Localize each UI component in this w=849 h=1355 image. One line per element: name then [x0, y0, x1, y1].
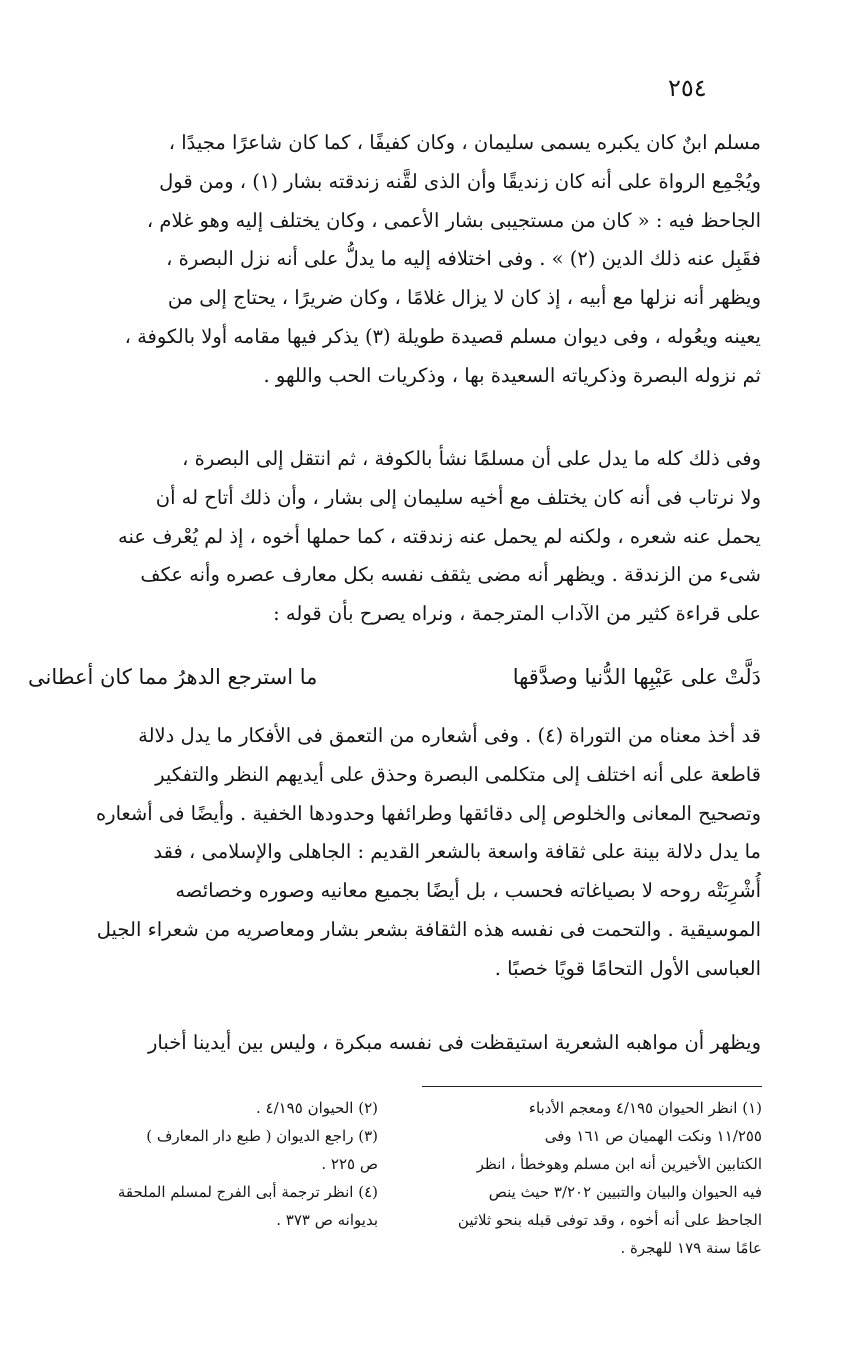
- footnote-1: [430, 1094, 762, 1262]
- footnote-line: ١١/٢٥٥ ونكت الهميان ص ١٦١ وفى: [544, 1127, 762, 1145]
- text-line: ويظهر أن مواهبه الشعرية استيقظت فى نفسه مبكرة ، وليس بين أيدينا أخبار: [148, 1031, 761, 1054]
- footnote-line: بديوانه ص ٣٧٣ .: [276, 1211, 378, 1229]
- text-line: قد أخذ معناه من التوراة (٤) . وفى أشعاره من التعمق فى الأفكار ما يدل دلالة: [138, 724, 761, 747]
- text-line: وفى ذلك كله ما يدل على أن مسلمًا نشأ بالكوفة ، ثم انتقل إلى البصرة ،: [182, 447, 761, 470]
- footnote-line: الجاحظ على أنه أخوه ، وقد توفى قبله بنحو ثلاثين: [457, 1211, 762, 1229]
- footnote-2: [28, 1094, 378, 1122]
- text-line: شىء من الزندقة . ويظهر أنه مضى يثقف نفسه بكل معارف عصره وأنه عكف: [140, 563, 761, 587]
- poetry-verse: [28, 658, 761, 698]
- text-line: وتصحيح المعانى والخلوص إلى دقائقها وطرائفها وحدودها الخفية . وأيضًا فى أشعاره: [95, 801, 761, 825]
- footnote-line: فيه الحيوان والبيان والتبيين ٣/٢٠٢ حيث ينص: [488, 1183, 762, 1201]
- footnotes-left-column: [28, 1094, 378, 1234]
- text-line: العباسى الأول التحامًا قويًا خصبًا .: [494, 956, 761, 980]
- page-number: ٢٥٤: [668, 74, 707, 102]
- text-line: فقَبِل عنه ذلك الدين (٢) » . وفى اختلافه إليه ما يدلُّ على أنه نزل البصرة ،: [166, 247, 761, 271]
- text-line: ثم نزوله البصرة وذكرياته السعيدة بها ، وذكريات الحب واللهو .: [263, 363, 761, 387]
- footnote-line: (٣) راجع الديوان ( طبع دار المعارف ): [146, 1127, 378, 1145]
- text-line: يحمل عنه شعره ، ولكنه لم يحمل عنه زندقته ، كما حملها أخوه ، إذ لم يُعْرف عنه: [118, 524, 761, 548]
- footnote-line: ص ٢٢٥ .: [321, 1155, 378, 1173]
- footnote-line: (٤) انظر ترجمة أبى الفرج لمسلم الملحقة: [117, 1183, 378, 1201]
- footnote-line: (١) انظر الحيوان ٤/١٩٥ ومعجم الأدباء: [528, 1099, 762, 1117]
- verse-first-hemistich: دَلَّتْ على عَيْبِها الدُّنيا وصدَّقها: [512, 665, 761, 689]
- text-line: ما يدل دلالة بينة على ثقافة واسعة بالشعر القديم : الجاهلى والإسلامى ، فقد: [153, 840, 761, 864]
- paragraph-4: [28, 1024, 761, 1063]
- text-line: قاطعة على أنه اختلف إلى متكلمى البصرة وحذق على أيديهم النظر والتفكير: [155, 762, 761, 786]
- footnote-separator: [422, 1086, 762, 1087]
- footnote-4: [28, 1178, 378, 1234]
- footnote-3: [28, 1122, 378, 1178]
- text-line: أُشْرِبَتْه روحه لا بصياغاته فحسب ، بل أيضًا بجميع معانيه وصوره وخصائصه: [175, 879, 761, 903]
- text-line: الموسيقية . والتحمت فى نفسه هذه الثقافة بشعر بشار ومعاصريه من شعراء الجيل: [96, 917, 761, 941]
- verse-second-hemistich: ما استرجع الدهرُ مما كان أعطانى: [28, 665, 318, 689]
- paragraph-1: [28, 124, 761, 396]
- text-line: الجاحظ فيه : « كان من مستجيبى بشار الأعمى ، وكان يختلف إليه وهو غلام ،: [146, 208, 761, 232]
- footnote-line: عامًا سنة ١٧٩ للهجرة .: [620, 1239, 762, 1257]
- footnote-line: الكتابين الأخيرين أنه ابن مسلم وهوخطأ ، انظر: [476, 1155, 762, 1173]
- paragraph-2: [28, 440, 761, 634]
- text-line: على قراءة كثير من الآداب المترجمة ، ونراه يصرح بأن قوله :: [273, 602, 761, 626]
- footnote-line: (٢) الحيوان ٤/١٩٥ .: [255, 1099, 378, 1117]
- paragraph-3: [28, 717, 761, 989]
- text-line: ويظهر أنه نزلها مع أبيه ، إذ كان لا يزال غلامًا ، وكان ضريرًا ، يحتاج إلى من: [167, 286, 761, 310]
- footnotes-right-column: [430, 1094, 762, 1262]
- text-line: يعينه ويعُوله ، وفى ديوان مسلم قصيدة طويلة (٣) يذكر فيها مقامه أولا بالكوفة ،: [124, 324, 761, 348]
- text-line: ولا نرتاب فى أنه كان يختلف مع أخيه سليمان إلى بشار ، وأن ذلك أتاح له أن: [155, 485, 761, 509]
- text-line: ويُجْمِع الرواة على أنه كان زنديقًا وأن الذى لقَّنه زندقته بشار (١) ، ومن قول: [159, 169, 761, 193]
- text-line: مسلم ابنٌ كان يكبره يسمى سليمان ، وكان كفيفًا ، كما كان شاعرًا مجيدًا ،: [168, 131, 761, 154]
